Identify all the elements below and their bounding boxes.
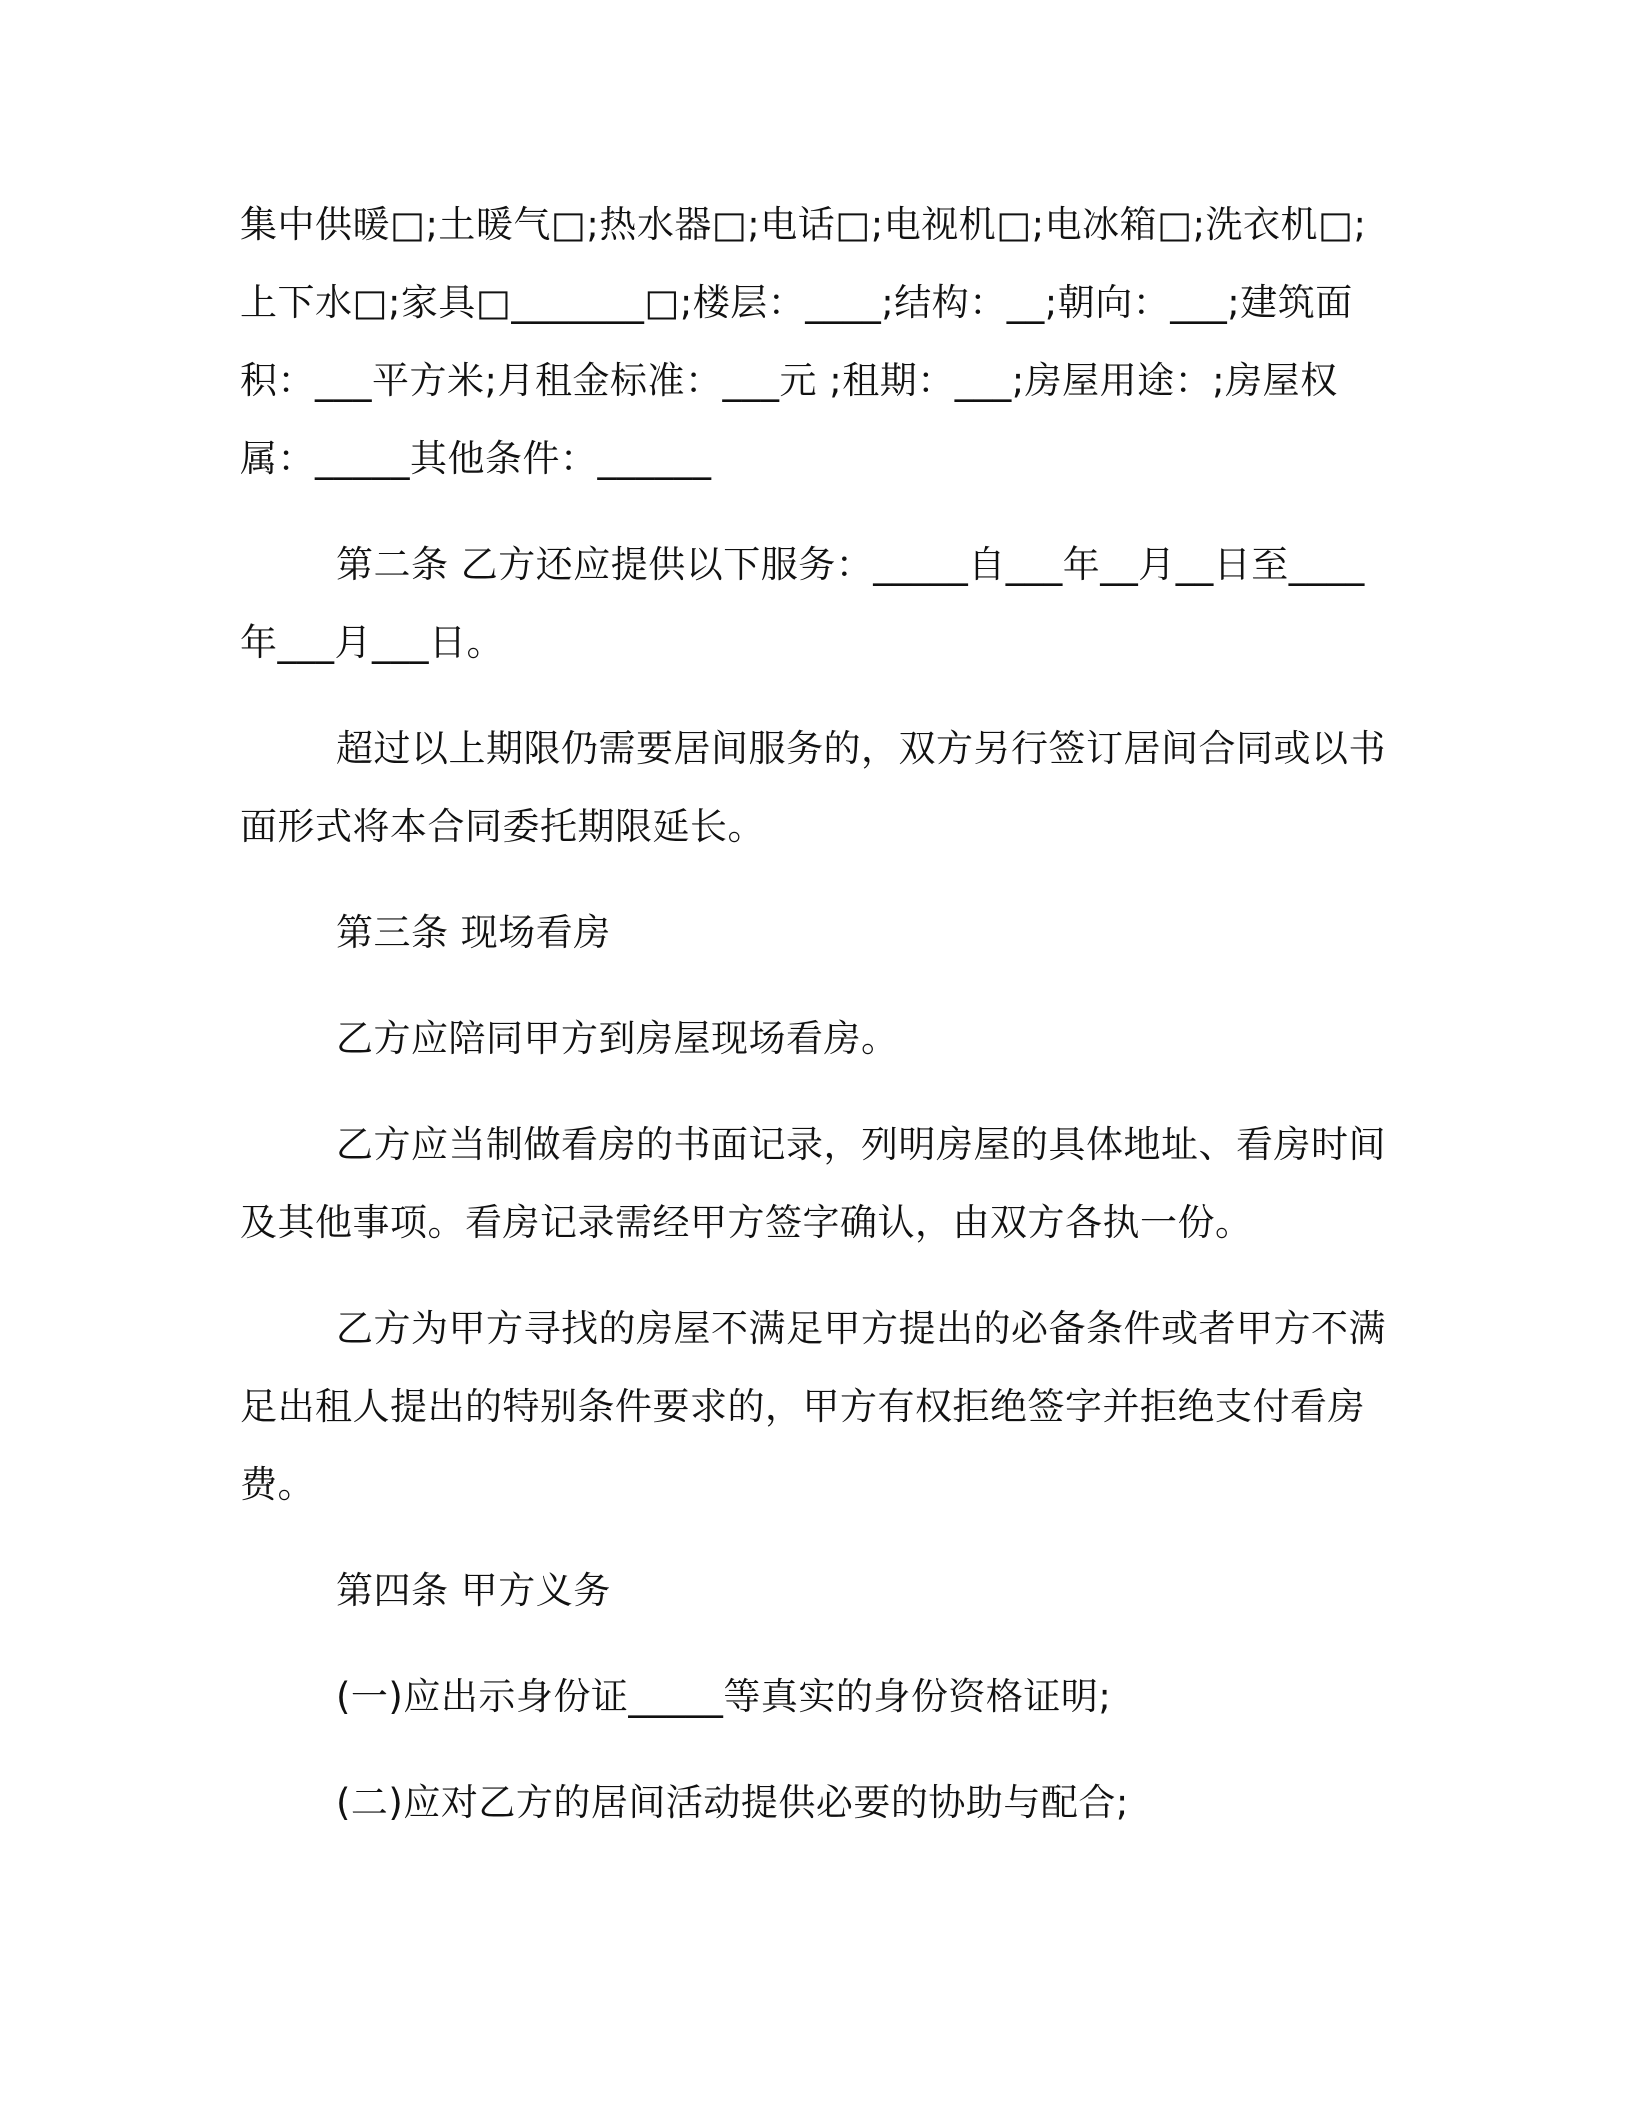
article-3-paragraph-3: 乙方为甲方寻找的房屋不满足甲方提出的必备条件或者甲方不满足出租人提出的特别条件要求的，甲方有权拒绝签字并拒绝支付看房费。	[240, 1307, 1386, 1506]
article-3-paragraph-1: 乙方应陪同甲方到房屋现场看房。	[336, 1017, 899, 1060]
article-3-paragraph-2: 乙方应当制做看房的书面记录，列明房屋的具体地址、看房时间及其他事项。看房记录需经甲方签字确认，由双方各执一份。	[240, 1123, 1386, 1244]
facilities-paragraph: 集中供暖□;土暖气□;热水器□;电话□;电视机□;电冰箱□;洗衣机□;上下水□;家具□_______□;楼层：____;结构：__;朝向：___;建筑面积：___平方米;月租金标准：___元 ;租期：___;房屋用途：;房屋权属：_____其他条件：______	[240, 203, 1367, 480]
document-body	[240, 186, 1392, 1842]
article-3-heading: 第三条 现场看房	[336, 911, 611, 954]
article-2-paragraph: 第二条 乙方还应提供以下服务：_____自___年__月__日至____年___月___日。	[240, 543, 1365, 664]
article-4-item-1: (一)应出示身份证_____等真实的身份资格证明;	[336, 1675, 1112, 1718]
article-4-item-2: (二)应对乙方的居间活动提供必要的协助与配合;	[336, 1781, 1129, 1824]
article-4-heading: 第四条 甲方义务	[336, 1569, 611, 1612]
article-2-extension-paragraph: 超过以上期限仍需要居间服务的，双方另行签订居间合同或以书面形式将本合同委托期限延长。	[240, 727, 1386, 848]
